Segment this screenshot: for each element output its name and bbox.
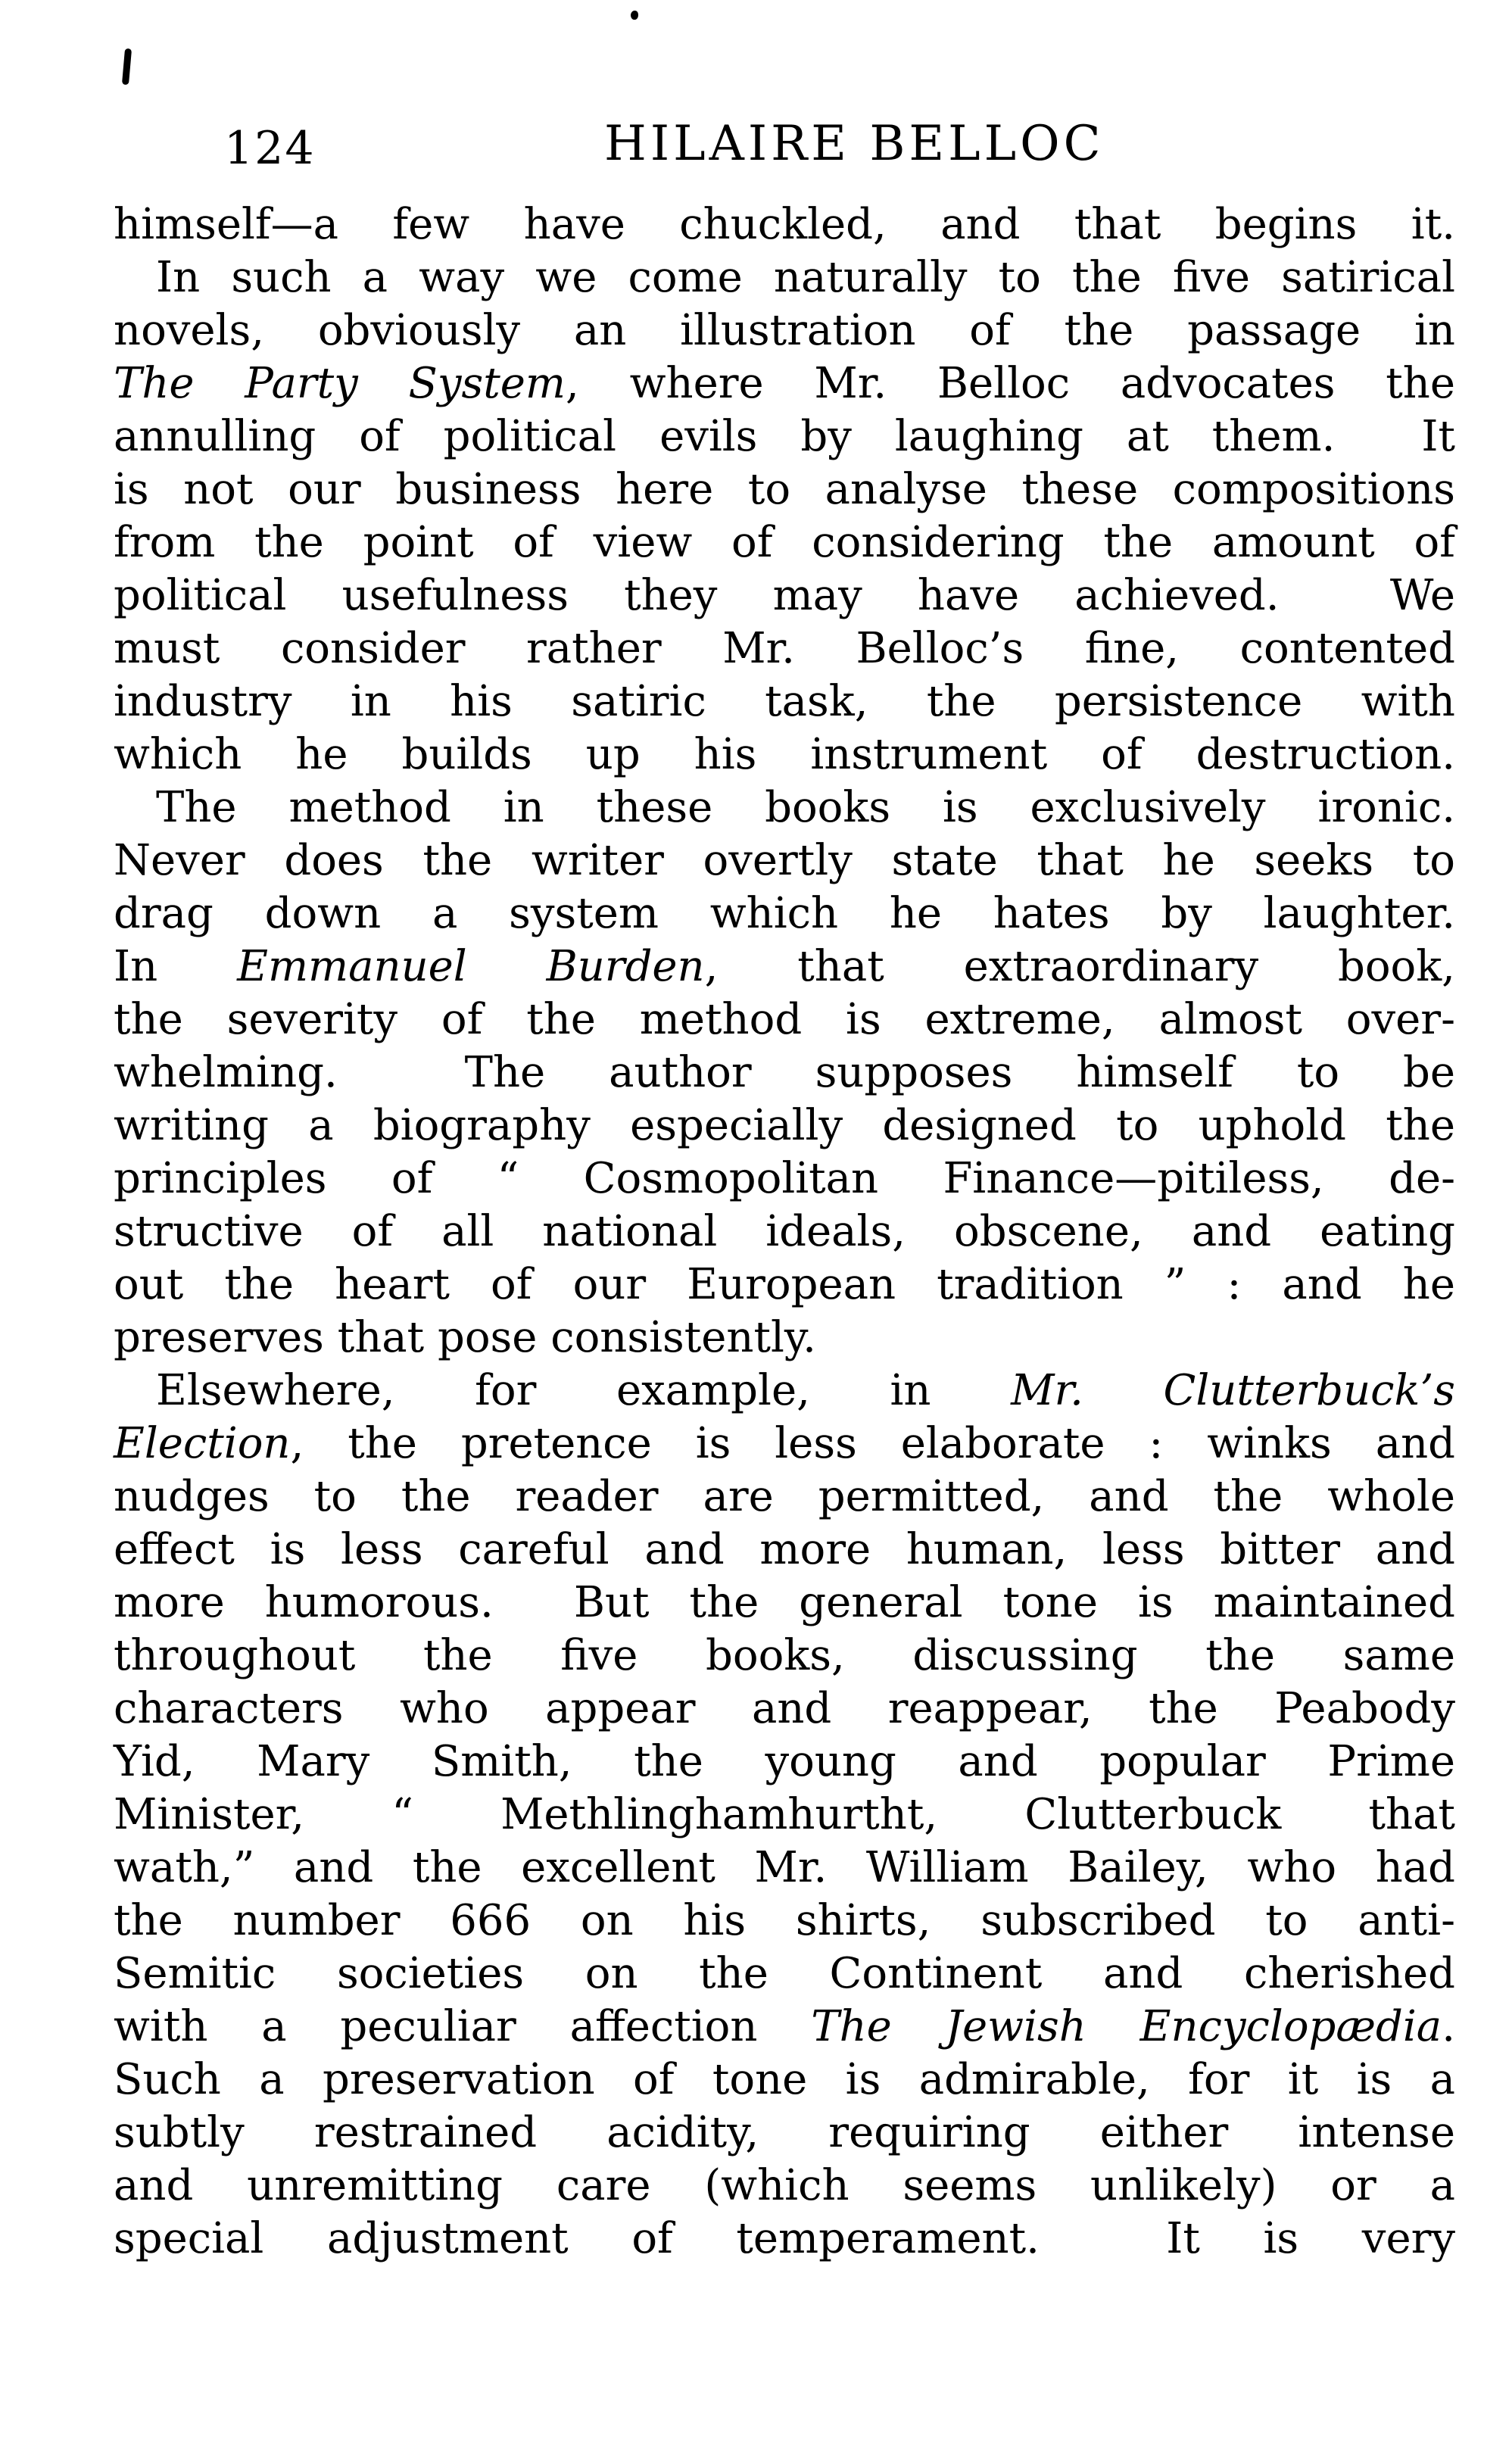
text-line	[114, 2000, 1455, 2054]
text-run: nudges to the reader are permitted, and the whole	[114, 1472, 1455, 1521]
text-run: , the pretence is less elaborate : winks and	[290, 1419, 1455, 1468]
text-run: Minister, “ Methlinghamhurtht, Clutterbuck that	[114, 1790, 1455, 1839]
text-run: and unremitting care (which seems unlikely) or a	[114, 2161, 1455, 2210]
text-line	[114, 1258, 1455, 1311]
text-run: which he builds up his instrument of destruction.	[114, 730, 1455, 779]
text-line	[114, 1576, 1455, 1629]
text-line	[114, 1947, 1455, 2000]
text-run: political usefulness they may have achieved. We	[114, 571, 1455, 620]
text-run: structive of all national ideals, obscene, and eating	[114, 1207, 1455, 1256]
text-run: The method in these books is exclusively ironic.	[156, 783, 1455, 832]
text-line	[114, 940, 1455, 993]
text-run: effect is less careful and more human, less bitter and	[114, 1525, 1455, 1574]
text-line	[114, 1735, 1455, 1788]
text-run: drag down a system which he hates by laughter.	[114, 889, 1455, 938]
text-run: subtly restrained acidity, requiring either intense	[114, 2108, 1455, 2157]
text-line	[114, 516, 1455, 569]
text-line	[114, 728, 1455, 781]
text-run: preserves that pose consistently.	[114, 1313, 816, 1362]
text-line	[114, 1470, 1455, 1523]
running-header: HILAIRE BELLOC	[604, 116, 1105, 172]
text-line	[114, 2213, 1455, 2266]
text-line	[114, 1682, 1455, 1735]
text-line	[114, 887, 1455, 940]
page-body	[114, 198, 1455, 2266]
text-run: In	[114, 942, 238, 991]
text-run: Never does the writer overtly state that he seeks to	[114, 836, 1455, 885]
text-run: the number 666 on his shirts, subscribed to anti-	[114, 1896, 1455, 1945]
text-line	[114, 993, 1455, 1046]
text-run: In such a way we come naturally to the five satirical	[156, 253, 1455, 302]
text-line	[114, 1205, 1455, 1258]
text-run: industry in his satiric task, the persistence with	[114, 677, 1455, 726]
text-run: Such a preservation of tone is admirable, for it is a	[114, 2055, 1455, 2104]
ink-dot-mark	[631, 11, 638, 20]
text-run: novels, obviously an illustration of the passage in	[114, 306, 1455, 355]
text-line	[114, 463, 1455, 516]
text-line	[114, 304, 1455, 357]
text-line	[114, 1523, 1455, 1576]
book-title-italic: The Jewish Encyclopædia	[811, 2002, 1442, 2051]
text-line	[114, 357, 1455, 410]
text-run: must consider rather Mr. Belloc’s fine, contented	[114, 624, 1455, 673]
text-line	[114, 1364, 1455, 1417]
text-run: principles of “ Cosmopolitan Finance—pitiless, de-	[114, 1154, 1455, 1203]
ink-stroke-mark	[122, 48, 132, 86]
text-line	[114, 1099, 1455, 1152]
text-run: , that extraordinary book,	[704, 942, 1455, 991]
book-title-italic: The Party System	[114, 359, 566, 408]
text-run: out the heart of our European tradition ” : and he	[114, 1260, 1455, 1309]
text-line	[114, 2107, 1455, 2160]
text-run: special adjustment of temperament. It is very	[114, 2214, 1455, 2263]
text-run: Semitic societies on the Continent and cherished	[114, 1949, 1455, 1998]
text-run: Elsewhere, for example, in	[156, 1366, 1012, 1415]
book-title-italic: Emmanuel Burden	[237, 942, 705, 991]
text-line	[114, 1894, 1455, 1947]
text-line	[114, 781, 1455, 834]
text-run: with a peculiar affection	[114, 2002, 812, 2051]
text-run: writing a biography especially designed to uphold the	[114, 1101, 1455, 1150]
text-line	[114, 198, 1455, 251]
book-title-italic: Election	[114, 1419, 291, 1468]
text-run: wath,” and the excellent Mr. William Bailey, who had	[114, 1843, 1455, 1892]
text-line	[114, 622, 1455, 675]
text-run: , where Mr. Belloc advocates the	[566, 359, 1456, 408]
book-title-italic: Mr. Clutterbuck’s	[1011, 1366, 1455, 1415]
text-line	[114, 2160, 1455, 2213]
text-line	[114, 1841, 1455, 1894]
text-line	[114, 1311, 1455, 1364]
text-line	[114, 1788, 1455, 1841]
text-line	[114, 1629, 1455, 1682]
text-line	[114, 251, 1455, 304]
text-line	[114, 1417, 1455, 1470]
text-run: .	[1442, 2002, 1455, 2051]
text-line	[114, 410, 1455, 463]
text-line	[114, 1046, 1455, 1099]
text-run: himself—a few have chuckled, and that begins it.	[114, 200, 1455, 249]
text-line	[114, 2054, 1455, 2107]
text-line	[114, 569, 1455, 622]
text-run: annulling of political evils by laughing at them. It	[114, 412, 1455, 461]
text-run: Yid, Mary Smith, the young and popular Prime	[114, 1737, 1455, 1786]
text-run: from the point of view of considering the amount of	[114, 518, 1455, 567]
text-run: more humorous. But the general tone is maintained	[114, 1578, 1455, 1627]
text-line	[114, 834, 1455, 887]
text-run: is not our business here to analyse these compositions	[114, 465, 1455, 514]
text-line	[114, 675, 1455, 728]
text-line	[114, 1152, 1455, 1205]
page-number: 124	[224, 122, 316, 175]
text-run: characters who appear and reappear, the Peabody	[114, 1684, 1455, 1733]
text-run: the severity of the method is extreme, almost over-	[114, 995, 1455, 1044]
text-run: whelming. The author supposes himself to be	[114, 1048, 1455, 1097]
text-run: throughout the five books, discussing the same	[114, 1631, 1455, 1680]
